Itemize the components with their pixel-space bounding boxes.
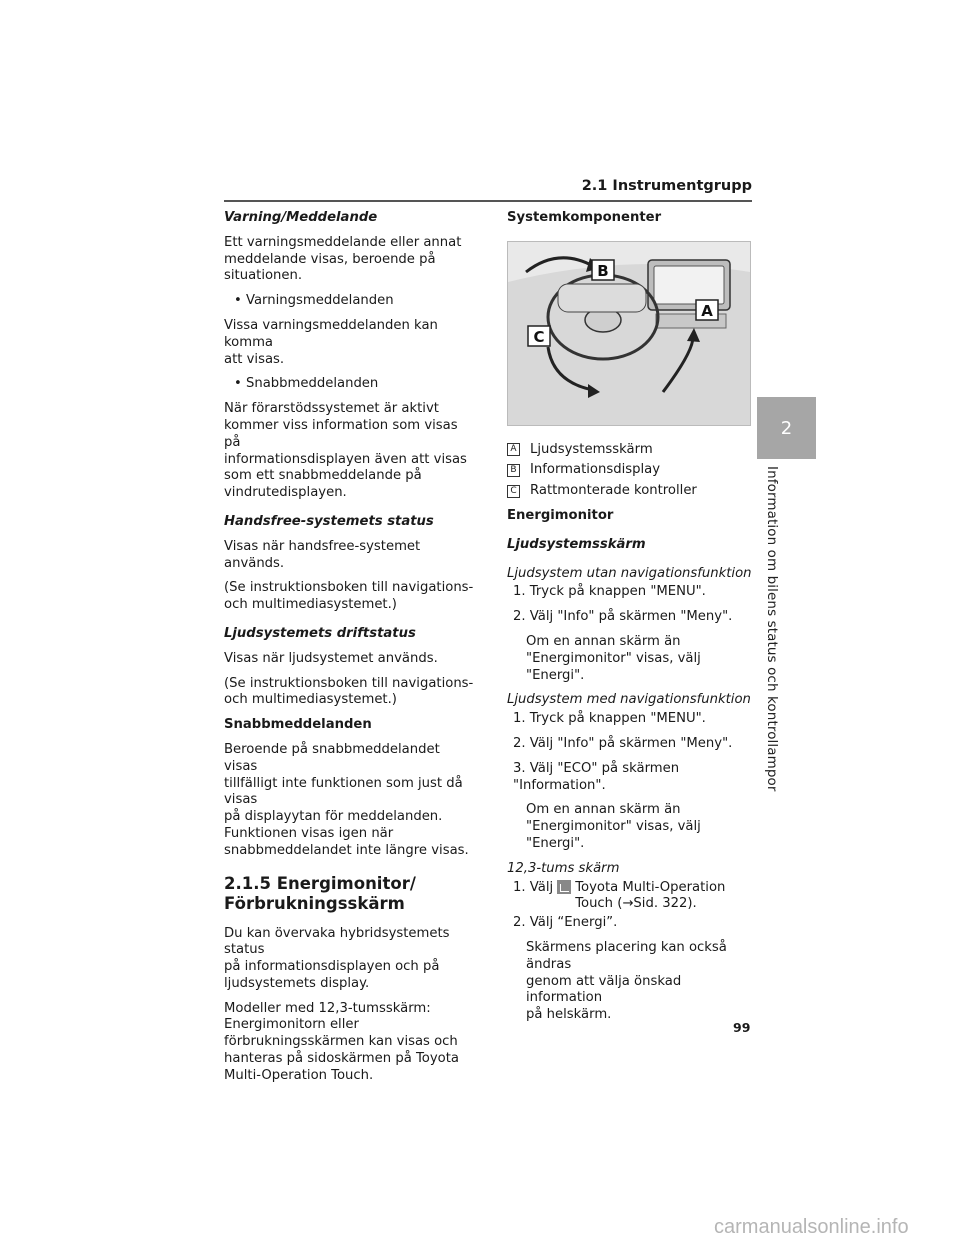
legend-item [507, 442, 757, 459]
paragraph: När förarstödssystemet är aktivt kommer viss information som visas på informationsdisplayen även att visas som ett snabbmeddelande på vindrutedisplayen. [224, 401, 467, 501]
legend-key: A [507, 443, 520, 456]
legend-text: Rattmonterade kontroller [530, 483, 697, 499]
chapter-tab [757, 397, 816, 459]
paragraph: Beroende på snabbmeddelandet visas tillfälligt inte funktionen som just då visas på displayytan för meddelanden. Funktionen visas igen när snabbmeddelandet inte längre visas. [224, 741, 469, 858]
bullet-item: • Varningsmeddelanden [234, 293, 394, 309]
legend-text: Ljudsystemsskärm [530, 441, 653, 457]
subheading-with-nav: Ljudsystem med navigationsfunktion [507, 692, 751, 708]
paragraph: Vissa varningsmeddelanden kan komma att visas. [224, 317, 438, 367]
watermark: carmanualsonline.info [714, 1216, 909, 1238]
section-title: 2.1.5 Energimonitor/ Förbrukningsskärm [224, 873, 416, 913]
paragraph: (Se instruktionsboken till navigations- och multimediasystemet.) [224, 675, 474, 708]
legend-text: Informationsdisplay [530, 462, 661, 478]
paragraph: (Se instruktionsboken till navigations- och multimediasystemet.) [224, 580, 474, 613]
legend-item [507, 483, 757, 500]
step-item: 2. Välj "Info" på skärmen "Meny". [513, 609, 733, 625]
step-item: 1. Tryck på knappen "MENU". [513, 584, 706, 600]
legend-key: C [507, 485, 520, 498]
subheading-no-nav: Ljudsystem utan navigationsfunktion [507, 565, 752, 581]
legend-key: B [507, 464, 520, 477]
step-item: 1. Tryck på knappen "MENU". [513, 711, 706, 727]
figure-label-c: C [533, 327, 545, 346]
left-column [224, 210, 474, 1093]
page-number: 99 [733, 1020, 751, 1035]
dashboard-illustration [507, 241, 751, 426]
paragraph: Modeller med 12,3-tumsskärm: Energimonitorn eller förbrukningsskärmen kan visas och hanteras på sidoskärmen på Toyota Multi-Operation Touch. [224, 1000, 459, 1083]
step-note: Om en annan skärm än "Energimonitor" visas, välj "Energi". [526, 802, 701, 851]
energy-graph-icon [557, 880, 571, 894]
step-text: Toyota Multi-Operation Touch (→Sid. 322). [575, 879, 726, 912]
chapter-title: Information om bilens status och kontrollampor [764, 466, 780, 792]
paragraph: Ett varningsmeddelande eller annat meddelande visas, beroende på situationen. [224, 234, 462, 284]
legend-item [507, 462, 757, 479]
heading-quick-messages: Snabbmeddelanden [224, 717, 372, 733]
paragraph: Visas när handsfree-systemet används. [224, 538, 421, 571]
subheading-12-inch: 12,3-tums skärm [507, 860, 620, 876]
chapter-number: 2 [780, 417, 793, 439]
figure-label-a: A [701, 301, 713, 320]
info-display-shape [558, 284, 646, 312]
bullet-item: • Snabbmeddelanden [234, 376, 379, 392]
heading-handsfree: Handsfree-systemets status [224, 513, 434, 529]
step-item: 2. Välj “Energi”. [513, 915, 618, 931]
paragraph: Du kan övervaka hybridsystemets status på informationsdisplayen och på ljudsystemets display. [224, 925, 450, 991]
page-header [224, 178, 752, 202]
heading-warning: Varning/Meddelande [224, 210, 378, 225]
header-title: 2.1 Instrumentgrupp [581, 178, 752, 194]
step-item: 2. Välj "Info" på skärmen "Meny". [513, 735, 733, 751]
right-column [507, 210, 757, 1032]
figure-label-b: B [597, 261, 609, 280]
heading-system-components: Systemkomponenter [507, 210, 662, 225]
paragraph: Visas när ljudsystemet används. [224, 650, 438, 666]
heading-audio-status: Ljudsystemets driftstatus [224, 625, 416, 641]
step-text: 1. Välj [513, 879, 554, 895]
step-item [507, 880, 757, 914]
step-note: Om en annan skärm än "Energimonitor" visas, välj "Energi". [526, 633, 701, 683]
heading-energy-monitor: Energimonitor [507, 507, 614, 523]
step-item: 3. Välj "ECO" på skärmen "Information". [513, 760, 680, 793]
step-note: Skärmens placering kan också ändras genom att välja önskad information på helskärm. [526, 939, 727, 1023]
heading-audio-screen: Ljudsystemsskärm [507, 536, 646, 552]
